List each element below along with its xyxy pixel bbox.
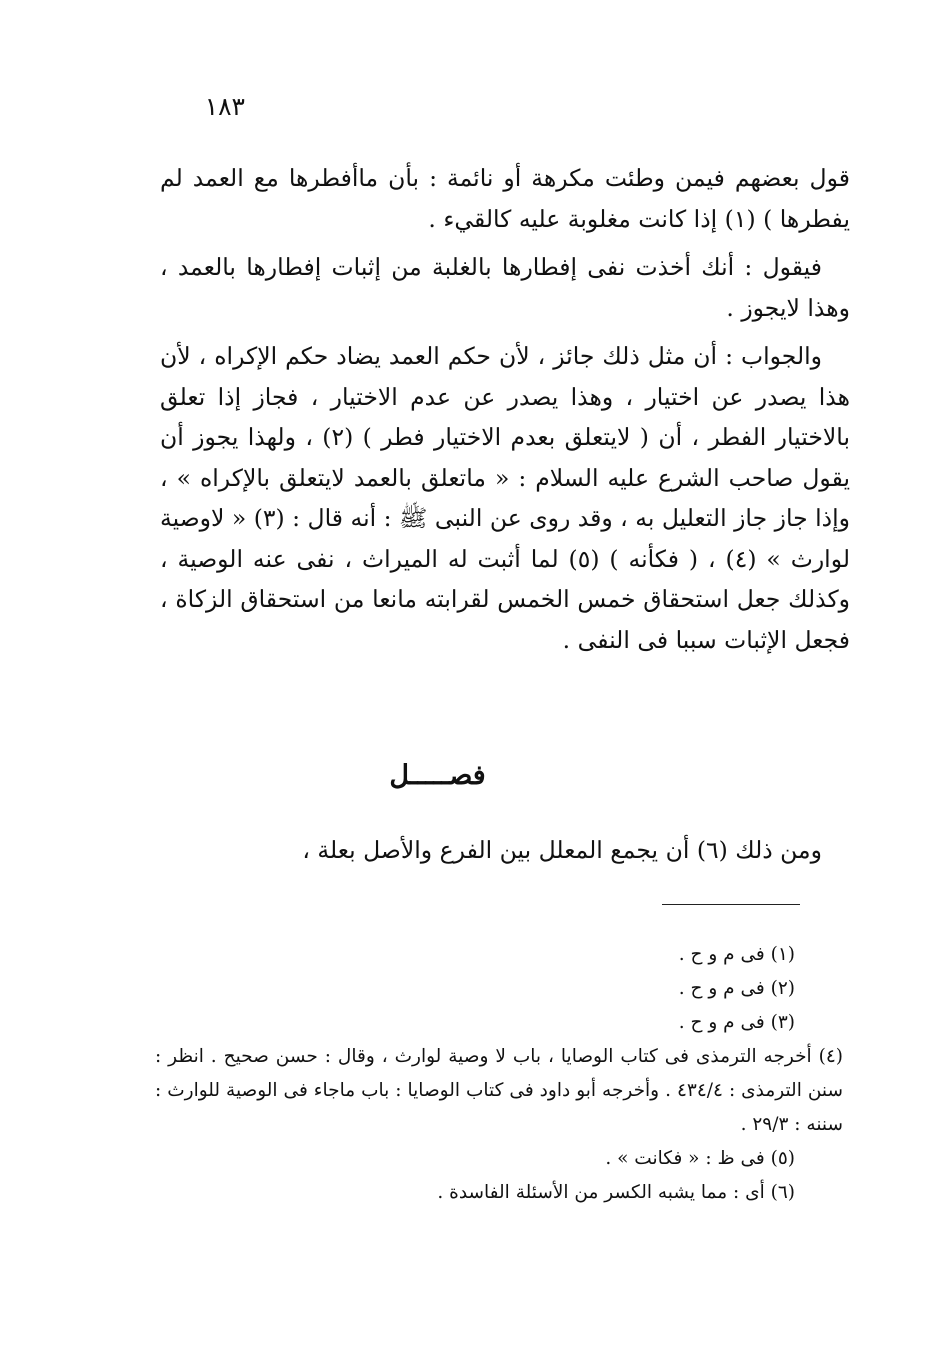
page-number: ١٨٣	[204, 92, 245, 121]
footnote-1: (١) فى م و ح .	[678, 944, 795, 965]
main-text	[160, 158, 850, 668]
footnote-5: (٥) فى ظ : « فكانت » .	[605, 1148, 795, 1169]
footnote-3: (٣) فى م و ح .	[678, 1012, 795, 1033]
paragraph-1: قول بعضهم فيمن وطئت مكرهة أو نائمة : بأن ماأفطرها مع العمد لم يفطرها ) (١) إذا كانت مغلوبة عليه كالقيء .	[160, 164, 850, 233]
footnote-2: (٢) فى م و ح .	[678, 978, 795, 999]
footnotes	[155, 938, 843, 1210]
footnote-divider	[662, 904, 800, 905]
section-heading: فصـــــل	[389, 760, 486, 791]
paragraph-2: فيقول : أنك أخذت نفى إفطارها بالغلبة من إثبات إفطارها بالعمد ، وهذا لايجوز .	[160, 253, 850, 322]
footnote-4: (٤) أخرجه الترمذى فى كتاب الوصايا ، باب لا وصية لوارث ، وقال : حسن صحيح . انظر : سنن الترمذى : ٤٣٤/٤ . وأخرجه أبو داود فى كتاب الوصايا : باب ماجاء فى الوصية للوارث : سننه : ٢٩/٣ .	[155, 1046, 843, 1135]
section-text: ومن ذلك (٦) أن يجمع المعلل بين الفرع والأصل بعلة ،	[302, 836, 822, 864]
footnote-6: (٦) أى : مما يشبه الكسر من الأسئلة الفاسدة .	[437, 1182, 795, 1203]
paragraph-3: والجواب : أن مثل ذلك جائز ، لأن حكم العمد يضاد حكم الإكراه ، لأن هذا يصدر عن اختيار ، وهذا يصدر عن عدم الاختيار ، فجاز إذا تعلق بالاختيار الفطر ، أن ( لايتعلق بعدم الاختيار فطر ) (٢) ، ولهذا يجوز أن يقول صاحب الشرع عليه السلام : « ماتعلق بالعمد لايتعلق بالإكراه » ، وإذا جاز جاز التعليل به ، وقد روى عن النبى ﷺ : أنه قال : (٣) « لاوصية لوارث » (٤) ، ( فكأنه ) (٥) لما أثبت له الميراث ، نفى عنه الوصية ، وكذلك جعل استحقاق خمس الخمس لقرابته مانعا من استحقاق الزكاة ، فجعل الإثبات سببا فى النفى .	[160, 342, 851, 654]
